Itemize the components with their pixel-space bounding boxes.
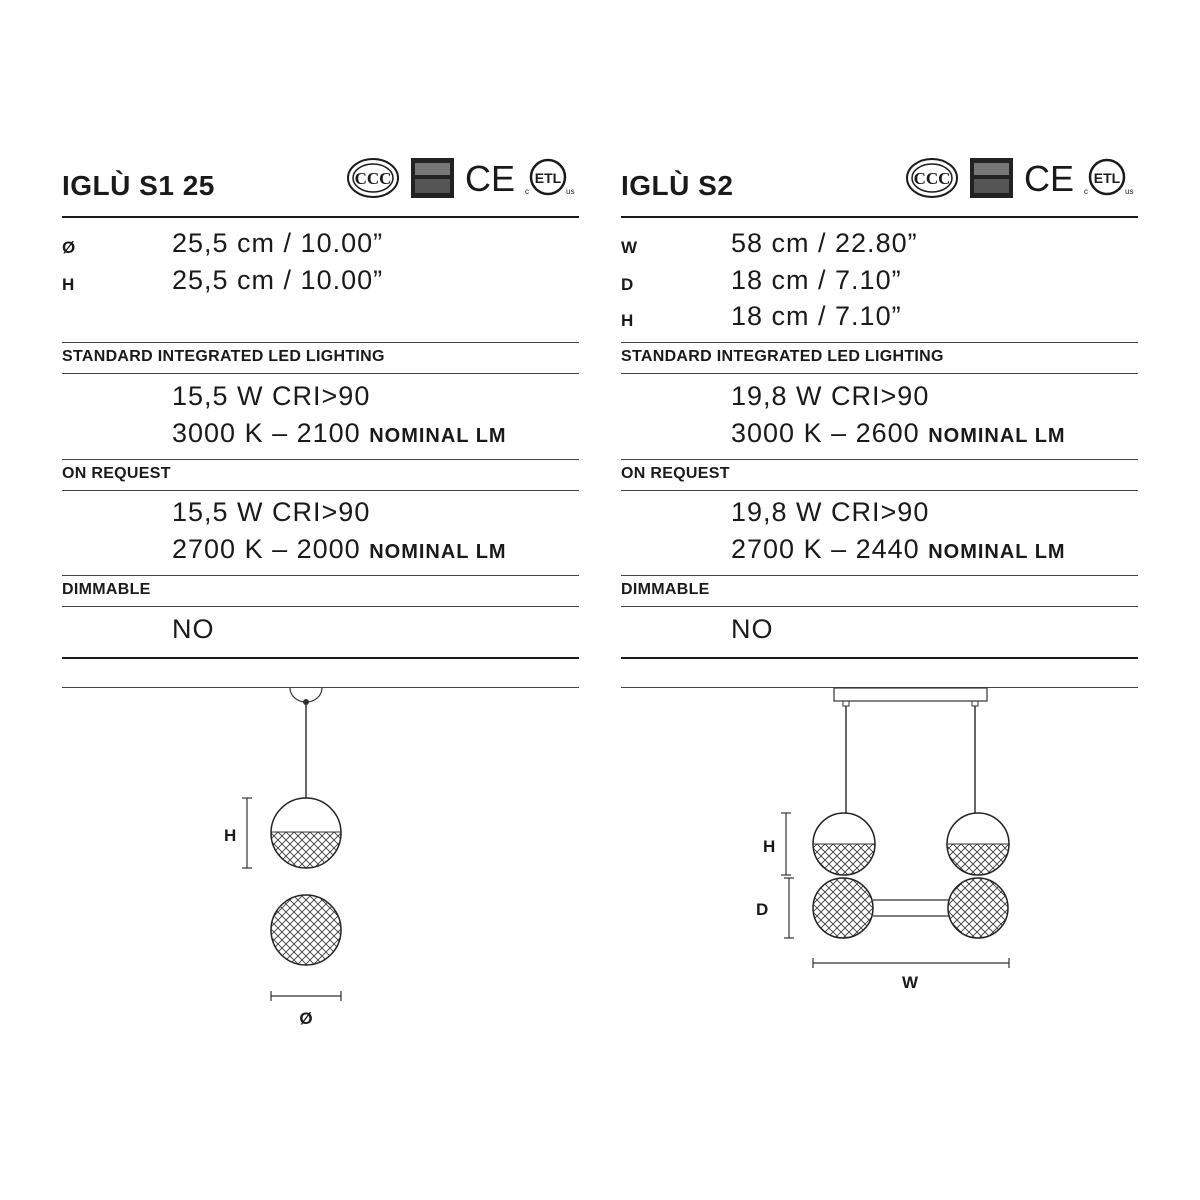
dim-value-height: 25,5 cm / 10.00”	[172, 265, 384, 295]
svg-text:CE: CE	[465, 158, 516, 199]
divider	[621, 490, 1138, 491]
dim-label-height: H	[62, 275, 75, 294]
globes-top-view	[813, 878, 1008, 1050]
dim-value-width: 58 cm / 22.80”	[731, 228, 918, 258]
divider	[62, 373, 579, 374]
globe-side-view-left	[811, 813, 881, 879]
ceiling-canopy	[834, 688, 987, 706]
dim-label-diameter: Ø	[299, 1009, 313, 1028]
globe-side-view-right	[945, 813, 1015, 879]
section-heading-standard: STANDARD INTEGRATED LED LIGHTING	[62, 348, 385, 365]
svg-text:us: us	[566, 187, 575, 196]
tecee-mark-icon	[411, 158, 454, 198]
standard-lumens: 3000 K – 2600 NOMINAL LM	[731, 418, 1066, 448]
section-heading-request: ON REQUEST	[62, 465, 171, 482]
etl-mark-icon	[1084, 160, 1133, 196]
svg-text:c: c	[525, 187, 529, 196]
dim-label-w: W	[901, 973, 919, 992]
divider	[621, 459, 1138, 460]
request-power: 15,5 W CRI>90	[172, 497, 371, 527]
dimmable-value: NO	[731, 614, 774, 644]
pendant-drawing	[621, 680, 1138, 1050]
divider	[62, 490, 579, 491]
svg-text:ETL: ETL	[534, 170, 562, 186]
divider	[62, 657, 579, 659]
standard-power: 19,8 W CRI>90	[731, 381, 930, 411]
divider	[62, 342, 579, 343]
etl-mark-icon	[525, 160, 574, 196]
divider	[621, 606, 1138, 607]
height-dimension	[763, 813, 791, 875]
svg-text:us: us	[1125, 187, 1134, 196]
divider	[621, 373, 1138, 374]
dim-label-depth: D	[621, 275, 634, 294]
section-heading-request: ON REQUEST	[621, 465, 730, 482]
ccc-mark-icon	[907, 159, 957, 197]
globe-top-view	[271, 895, 341, 965]
depth-dimension	[756, 878, 794, 938]
dim-label-height: H	[621, 311, 634, 330]
standard-lumens: 3000 K – 2100 NOMINAL LM	[172, 418, 507, 448]
divider	[621, 342, 1138, 343]
section-heading-standard: STANDARD INTEGRATED LED LIGHTING	[621, 348, 944, 365]
svg-text:ETL: ETL	[1093, 170, 1121, 186]
svg-text:CCC: CCC	[354, 169, 392, 188]
dim-label-d: D	[756, 900, 769, 919]
tecee-mark-icon	[970, 158, 1013, 198]
svg-text:CCC: CCC	[913, 169, 951, 188]
divider	[62, 216, 579, 218]
divider	[621, 575, 1138, 576]
ce-mark-icon	[465, 158, 515, 199]
height-dimension	[224, 798, 252, 868]
dim-value-diameter: 25,5 cm / 10.00”	[172, 228, 384, 258]
certification-marks	[906, 153, 1138, 199]
standard-power: 15,5 W CRI>90	[172, 381, 371, 411]
dimmable-value: NO	[172, 614, 215, 644]
globe-side-view	[267, 798, 347, 872]
svg-text:c: c	[1084, 187, 1088, 196]
divider	[621, 216, 1138, 218]
width-dimension	[813, 958, 1009, 992]
ccc-mark-icon	[348, 159, 398, 197]
request-lumens: 2700 K – 2000 NOMINAL LM	[172, 534, 507, 564]
dim-value-depth: 18 cm / 7.10”	[731, 265, 902, 295]
section-heading-dimmable: DIMMABLE	[621, 581, 710, 598]
product-title: IGLÙ S2	[621, 170, 734, 201]
divider	[621, 657, 1138, 659]
divider	[62, 575, 579, 576]
dim-label-h: H	[224, 826, 237, 845]
request-lumens: 2700 K – 2440 NOMINAL LM	[731, 534, 1066, 564]
diameter-dimension	[271, 991, 341, 1028]
certification-marks	[347, 153, 579, 199]
divider	[62, 459, 579, 460]
dim-value-height: 18 cm / 7.10”	[731, 301, 902, 331]
divider	[62, 606, 579, 607]
section-heading-dimmable: DIMMABLE	[62, 581, 151, 598]
svg-text:CE: CE	[1024, 158, 1075, 199]
product-title: IGLÙ S1 25	[62, 170, 215, 201]
dim-label-diameter: Ø	[62, 238, 76, 257]
dim-label-width: W	[621, 238, 638, 257]
ce-mark-icon	[1024, 158, 1074, 199]
ceiling-canopy	[290, 688, 322, 705]
pendant-drawing	[62, 680, 579, 1040]
dim-label-h: H	[763, 837, 776, 856]
request-power: 19,8 W CRI>90	[731, 497, 930, 527]
